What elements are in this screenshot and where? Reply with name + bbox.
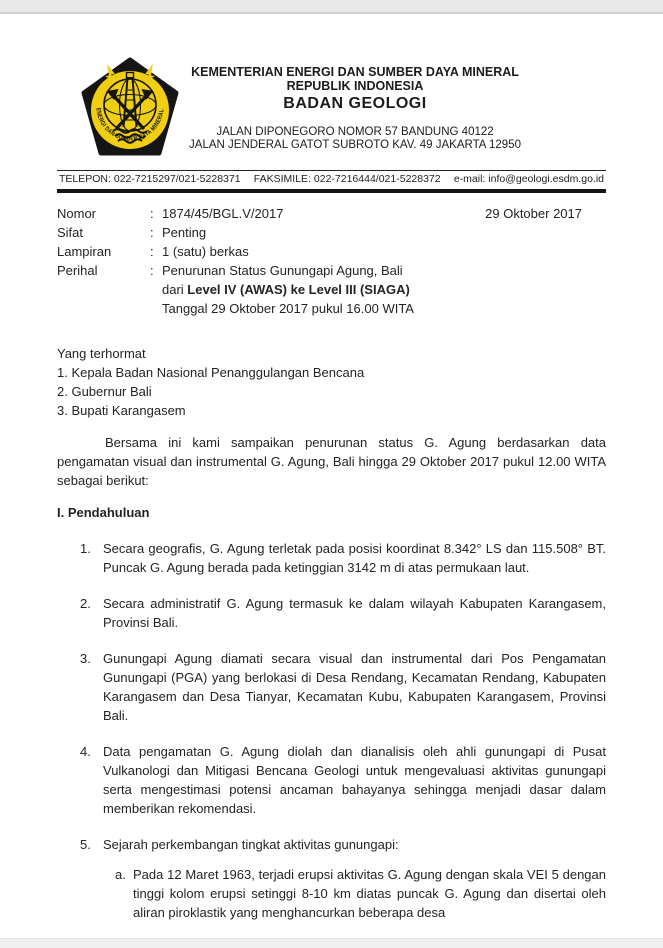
- perihal-line-3: Tanggal 29 Oktober 2017 pukul 16.00 WITA: [162, 301, 414, 316]
- republic-line: REPUBLIK INDONESIA: [286, 79, 424, 93]
- letterhead-text-block: [130, 65, 580, 152]
- meta-label: Sifat: [57, 225, 84, 240]
- letter-meta: [57, 204, 606, 318]
- meta-row-perihal: [57, 261, 606, 318]
- perihal-status-change: Level IV (AWAS) ke Level III (SIAGA): [187, 282, 410, 297]
- letter-page: [0, 14, 663, 938]
- meta-label: Nomor: [57, 206, 97, 221]
- viewer-bottom-edge: [0, 938, 663, 948]
- meta-label: Lampiran: [57, 244, 112, 259]
- sublist-item-text: Pada 12 Maret 1963, terjadi erupsi aktivitas G. Agung dengan skala VEI 5 dengan tinggi kolom erupsi setinggi 8-10 km diatas puncak G. Agung dan disertai oleh aliran piroklastik yang menghancurkan beberapa desa: [133, 867, 606, 920]
- list-item-marker: 4.: [80, 744, 91, 759]
- sublist-item-marker: a.: [115, 867, 126, 882]
- meta-value: Penting: [162, 225, 207, 240]
- list-item-text: Data pengamatan G. Agung diolah dan dianalisis oleh ahli gunungapi di Pusat Vulkanologi dan Mitigasi Bencana Geologi untuk mengevaluasi aktivitas gunungapi serta mengestimasi potensi ancaman bahayanya sehingga menjadi dasar dalam memberikan rekomendasi.: [103, 744, 606, 816]
- address-line-2: JALAN JENDERAL GATOT SUBROTO KAV. 49 JAKARTA 12950: [189, 139, 521, 151]
- list-item: [80, 835, 606, 854]
- meta-row-sifat: [57, 223, 606, 242]
- list-item-marker: 5.: [80, 837, 91, 852]
- meta-value: 1 (satu) berkas: [162, 244, 249, 259]
- perihal-line-2: [162, 280, 606, 299]
- viewer-top-edge: [0, 0, 663, 14]
- agency-name: BADAN GEOLOGI: [283, 95, 427, 112]
- email-text: e-mail: info@geologi.esdm.go.id: [453, 173, 604, 185]
- section-title-pendahuluan: I. Pendahuluan: [57, 505, 150, 520]
- list-item-marker: 3.: [80, 651, 91, 666]
- meta-value-perihal: [162, 261, 606, 318]
- meta-colon: :: [150, 263, 154, 278]
- meta-colon: :: [150, 225, 154, 240]
- address-line-1: JALAN DIPONEGORO NOMOR 57 BANDUNG 40122: [216, 126, 494, 138]
- meta-colon: :: [150, 206, 154, 221]
- recipient-item: 1. Kepala Badan Nasional Penanggulangan Bencana: [57, 365, 365, 380]
- ministry-name: KEMENTERIAN ENERGI DAN SUMBER DAYA MINERAL: [191, 65, 519, 79]
- meta-colon: :: [150, 244, 154, 259]
- perihal-line-1: Penurunan Status Gunungapi Agung, Bali: [162, 263, 403, 278]
- meta-label: Perihal: [57, 263, 98, 278]
- perihal-line-2-prefix: dari: [162, 282, 188, 297]
- meta-row-lampiran: [57, 242, 606, 261]
- list-item: [80, 649, 606, 725]
- recipient-item: 2. Gubernur Bali: [57, 384, 152, 399]
- list-item: [80, 539, 606, 577]
- meta-value: 1874/45/BGL.V/2017: [162, 206, 284, 221]
- list-item-text: Sejarah perkembangan tingkat aktivitas gunungapi:: [103, 837, 399, 852]
- intro-paragraph: Bersama ini kami sampaikan penurunan status G. Agung berdasarkan data pengamatan visual dan instrumental G. Agung, Bali hingga 29 Oktober 2017 pukul 12.00 WITA sebagai berikut:: [57, 435, 606, 488]
- letterhead: [0, 57, 663, 157]
- telephone-text: TELEPON: 022-7215297/021-5228371: [59, 173, 241, 185]
- list-item: [80, 742, 606, 818]
- fax-text: FAKSIMILE: 022-7216444/021-5228372: [253, 173, 441, 185]
- recipient-item: 3. Bupati Karangasem: [57, 403, 186, 418]
- sublist-item: [115, 865, 606, 922]
- address-block: [130, 126, 580, 152]
- letter-body: [57, 344, 606, 922]
- salutation: Yang terhormat: [57, 346, 146, 361]
- list-item: [80, 594, 606, 632]
- contact-strip: [57, 170, 606, 193]
- recipients-block: [57, 344, 606, 420]
- list-item-marker: 2.: [80, 596, 91, 611]
- numbered-list: [57, 539, 606, 854]
- list-item-text: Secara administratif G. Agung termasuk ke dalam wilayah Kabupaten Karangasem, Provinsi Bali.: [103, 596, 606, 630]
- list-item-marker: 1.: [80, 541, 91, 556]
- list-item-text: Secara geografis, G. Agung terletak pada posisi koordinat 8.342° LS dan 115.508° BT. Puncak G. Agung berada pada ketinggian 3142 m di atas permukaan laut.: [103, 541, 606, 575]
- list-item-text: Gunungapi Agung diamati secara visual dan instrumental dari Pos Pengamatan Gunungapi (PGA) yang berlokasi di Desa Rendang, Kecamatan Rendang, Kabupaten Karangasem dan Desa Tianyar, Kecamatan Kubu, Kabupaten Karangasem, Provinsi Bali.: [103, 651, 606, 723]
- logo-motto-text: ENERGI DAN SUMBER DAYA MINERAL: [94, 107, 166, 143]
- lettered-sublist: [57, 865, 606, 922]
- letter-date: 29 Oktober 2017: [485, 206, 582, 221]
